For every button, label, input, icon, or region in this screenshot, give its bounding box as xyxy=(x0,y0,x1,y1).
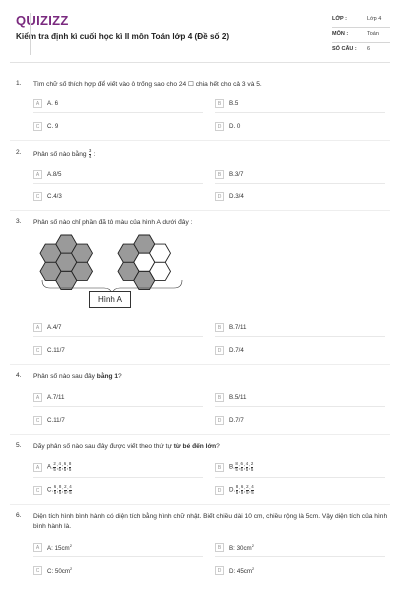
fraction-denominator: 5 xyxy=(53,490,57,495)
fraction xyxy=(251,485,253,495)
option-b[interactable] xyxy=(215,461,254,474)
option-c[interactable] xyxy=(33,190,62,203)
question-number: 4. xyxy=(16,372,22,379)
fraction-denominator: 5 xyxy=(240,490,244,495)
fraction-denominator: 5 xyxy=(58,490,62,495)
meta-value: Lớp 4 xyxy=(367,16,382,22)
question-text-part: Phân số nào bằng xyxy=(33,150,87,158)
option-b[interactable] xyxy=(215,97,238,110)
fraction-list xyxy=(53,484,72,495)
worksheet-title: Kiểm tra định kì cuối học kì II môn Toán lớp 4 (Đề số 2) xyxy=(16,32,230,41)
option-prefix: C. xyxy=(47,487,54,495)
fraction xyxy=(69,485,71,495)
question-divider xyxy=(10,364,390,365)
fraction-numerator: 3 xyxy=(88,148,92,153)
meta-divider xyxy=(30,13,31,55)
meta-label: LỚP : xyxy=(332,16,347,22)
option-prefix: D. xyxy=(229,487,236,495)
option-value: C: 50cm xyxy=(47,568,71,576)
fraction-separator: ; xyxy=(61,464,64,472)
option-value: B: 30cm xyxy=(229,545,252,553)
hexagon-group-left xyxy=(40,235,93,290)
fraction-numerator: 6 xyxy=(240,484,244,490)
fraction xyxy=(66,461,72,472)
fraction-separator: ; xyxy=(56,464,59,472)
option-c[interactable] xyxy=(33,564,72,577)
question-divider xyxy=(10,434,390,435)
fraction-denominator: 5 xyxy=(251,490,254,495)
fraction-numerator: 8 xyxy=(68,461,72,467)
option-underline xyxy=(33,336,203,337)
option-text: B.7/11 xyxy=(229,324,247,331)
hexagon-group-right xyxy=(118,235,171,290)
question-divider xyxy=(10,210,390,211)
figure-label: Hình A xyxy=(89,291,131,308)
fraction-numerator: 4 xyxy=(58,461,61,467)
fraction-numerator: 2 xyxy=(64,484,67,490)
fraction-numerator: 6 xyxy=(53,484,57,490)
question-number: 6. xyxy=(16,512,22,519)
fraction-numerator: 8 xyxy=(235,484,239,490)
option-text: B.3/7 xyxy=(229,171,244,178)
meta-label: SỐ CÂU : xyxy=(332,46,357,52)
fraction-separator: ; xyxy=(243,487,246,495)
fraction-separator: ; xyxy=(238,487,241,495)
unit-exponent: 2 xyxy=(70,565,73,571)
meta-row-subject xyxy=(332,28,390,43)
fraction-denominator: 5 xyxy=(246,490,249,495)
question-text-part: ? xyxy=(118,373,122,380)
meta-label: MÔN : xyxy=(332,31,349,37)
option-underline xyxy=(33,112,203,113)
unit-exponent: 2 xyxy=(252,565,255,571)
option-underline xyxy=(33,183,203,184)
option-underline xyxy=(33,477,203,478)
option-letter-box: A xyxy=(33,323,42,332)
fraction-denominator: 5 xyxy=(63,467,67,472)
option-letter-box: B xyxy=(215,463,224,472)
fraction-denominator: 5 xyxy=(69,490,72,495)
fraction-separator: ; xyxy=(56,487,59,495)
question-text-emphasis: bằng 1 xyxy=(96,373,119,380)
question-text-part: ? xyxy=(216,443,220,450)
option-letter-box: D xyxy=(215,566,224,575)
option-a[interactable] xyxy=(33,391,64,404)
fraction-denominator: 4 xyxy=(88,153,92,159)
option-a[interactable] xyxy=(33,97,58,110)
fraction-numerator: 2 xyxy=(53,461,56,467)
fraction-numerator: 4 xyxy=(251,484,254,490)
option-letter-box: B xyxy=(215,393,224,402)
fraction-separator: ; xyxy=(238,464,241,472)
fraction-separator: ; xyxy=(66,464,69,472)
option-text: A.4/7 xyxy=(47,324,62,331)
question-text-emphasis: từ bé đến lớn xyxy=(173,443,217,450)
worksheet-meta xyxy=(332,13,390,58)
fraction-separator: ; xyxy=(249,487,251,495)
option-underline xyxy=(33,556,203,557)
option-d[interactable] xyxy=(215,564,254,577)
option-a[interactable] xyxy=(33,168,61,181)
fraction-separator: ; xyxy=(61,487,64,495)
option-letter-box: D xyxy=(215,192,224,201)
option-c[interactable] xyxy=(33,414,65,427)
meta-row-class xyxy=(332,13,390,28)
option-letter-box: C xyxy=(33,192,42,201)
header-divider xyxy=(10,62,390,63)
worksheet-header xyxy=(0,0,400,62)
option-c[interactable] xyxy=(33,484,72,497)
option-d[interactable] xyxy=(215,344,244,357)
fraction-separator: ; xyxy=(248,464,251,472)
option-letter-box: D xyxy=(215,122,224,131)
option-letter-box: B xyxy=(215,543,224,552)
option-b[interactable] xyxy=(215,321,246,334)
option-text: D.7/7 xyxy=(229,417,244,424)
question-text: Diện tích hình bình hành có diện tích bằng hình chữ nhật. Biết chiều dài 10 cm, chiều rộng là 5cm. Vậy diện tích của hình bình hành là. xyxy=(33,513,388,530)
option-letter-box: C xyxy=(33,486,42,495)
fraction-denominator: 5 xyxy=(235,490,239,495)
fraction-denominator: 5 xyxy=(68,467,72,472)
meta-row-count xyxy=(332,43,390,58)
option-a[interactable] xyxy=(33,541,72,554)
fraction-list xyxy=(235,484,254,495)
option-value: A: 15cm xyxy=(47,545,70,553)
meta-value: 6 xyxy=(367,46,371,52)
fraction-separator: ; xyxy=(67,487,69,495)
fraction-list xyxy=(235,461,254,472)
option-text xyxy=(47,543,72,552)
option-letter-box: D xyxy=(215,416,224,425)
option-text: B.5/11 xyxy=(229,394,247,401)
fraction-numerator: 4 xyxy=(69,484,72,490)
option-text: C.11/7 xyxy=(47,347,65,354)
option-letter-box: C xyxy=(33,122,42,131)
option-d[interactable] xyxy=(215,414,244,427)
question-text-part: : xyxy=(93,150,96,158)
option-underline xyxy=(215,112,385,113)
question-number: 5. xyxy=(16,442,22,449)
fraction-denominator: 5 xyxy=(53,467,56,472)
question-text-part: Dãy phân số nào sau đây được viết theo thứ tự xyxy=(33,443,174,450)
option-letter-box: C xyxy=(33,566,42,575)
fraction-separator: ; xyxy=(243,464,246,472)
option-text xyxy=(229,462,254,472)
option-c[interactable] xyxy=(33,344,65,357)
fraction-numerator: 2 xyxy=(250,461,254,467)
question-divider xyxy=(10,140,390,141)
option-text xyxy=(47,566,72,575)
fraction-denominator: 5 xyxy=(245,467,249,472)
option-text: C.4/3 xyxy=(47,193,62,200)
option-text: D.7/4 xyxy=(229,347,244,354)
fraction-numerator: 8 xyxy=(58,484,62,490)
option-letter-box: A xyxy=(33,170,42,179)
question-text-part: Phân số nào sau đây xyxy=(33,373,97,380)
option-letter-box: B xyxy=(215,323,224,332)
option-letter-box: A xyxy=(33,99,42,108)
option-text xyxy=(47,462,72,472)
question-number: 2. xyxy=(16,149,22,156)
meta-value: Toán xyxy=(367,31,379,37)
fraction-denominator: 5 xyxy=(235,467,238,472)
fraction-list xyxy=(53,461,72,472)
fraction-denominator: 5 xyxy=(58,467,61,472)
question-text xyxy=(33,372,388,382)
option-text: A. 6 xyxy=(47,100,59,107)
fraction-denominator: 5 xyxy=(250,467,254,472)
option-b[interactable] xyxy=(215,541,254,554)
option-text: A.8/5 xyxy=(47,171,62,178)
option-text: D. 0 xyxy=(229,123,241,130)
option-underline xyxy=(215,183,385,184)
question-text: Tìm chữ số thích hợp để viết vào ô trống sao cho 24 ☐ chia hết cho cả 3 và 5. xyxy=(33,81,262,88)
question-text xyxy=(33,149,388,159)
option-letter-box: A xyxy=(33,393,42,402)
question-divider xyxy=(10,504,390,505)
option-d[interactable] xyxy=(215,484,254,497)
option-d[interactable] xyxy=(215,190,244,203)
option-text: C. 9 xyxy=(47,123,59,130)
fraction-numerator: 8 xyxy=(235,461,238,467)
option-prefix: B. xyxy=(229,464,235,472)
option-letter-box: B xyxy=(215,99,224,108)
option-text xyxy=(229,566,254,575)
option-letter-box: A xyxy=(33,463,42,472)
fraction xyxy=(89,149,91,159)
option-text: A.7/11 xyxy=(47,394,65,401)
option-text: C.11/7 xyxy=(47,417,65,424)
option-letter-box: C xyxy=(33,416,42,425)
option-text xyxy=(47,485,72,495)
option-a[interactable] xyxy=(33,321,61,334)
fraction-numerator: 6 xyxy=(240,461,243,467)
option-underline xyxy=(215,336,385,337)
option-underline xyxy=(215,477,385,478)
fraction-numerator: 4 xyxy=(245,461,249,467)
quizizz-logo: QUIZIZZ xyxy=(16,13,69,28)
option-text: B.5 xyxy=(229,100,239,107)
question-text xyxy=(33,442,388,452)
question-number: 3. xyxy=(16,218,22,225)
fraction-denominator: 5 xyxy=(240,467,243,472)
option-letter-box: B xyxy=(215,170,224,179)
option-underline xyxy=(33,406,203,407)
option-letter-box: D xyxy=(215,346,224,355)
unit-exponent: 2 xyxy=(69,542,72,548)
option-d[interactable] xyxy=(215,120,240,133)
option-letter-box: A xyxy=(33,543,42,552)
option-text: D.3/4 xyxy=(229,193,244,200)
question-text: Phân số nào chỉ phần đã tô màu của hình A dưới đây : xyxy=(33,219,193,226)
fraction-numerator: 6 xyxy=(63,461,67,467)
fraction-numerator: 2 xyxy=(246,484,249,490)
option-text xyxy=(229,485,254,495)
unit-exponent: 2 xyxy=(251,542,254,548)
option-text xyxy=(229,543,254,552)
option-value: D: 45cm xyxy=(229,568,253,576)
fraction-denominator: 5 xyxy=(64,490,67,495)
option-prefix: A. xyxy=(47,464,53,472)
option-b[interactable] xyxy=(215,168,243,181)
option-letter-box: D xyxy=(215,486,224,495)
option-underline xyxy=(215,406,385,407)
option-underline xyxy=(215,556,385,557)
option-c[interactable] xyxy=(33,120,58,133)
option-letter-box: C xyxy=(33,346,42,355)
question-number: 1. xyxy=(16,80,22,87)
fraction xyxy=(248,461,254,472)
option-a[interactable] xyxy=(33,461,72,474)
option-b[interactable] xyxy=(215,391,246,404)
